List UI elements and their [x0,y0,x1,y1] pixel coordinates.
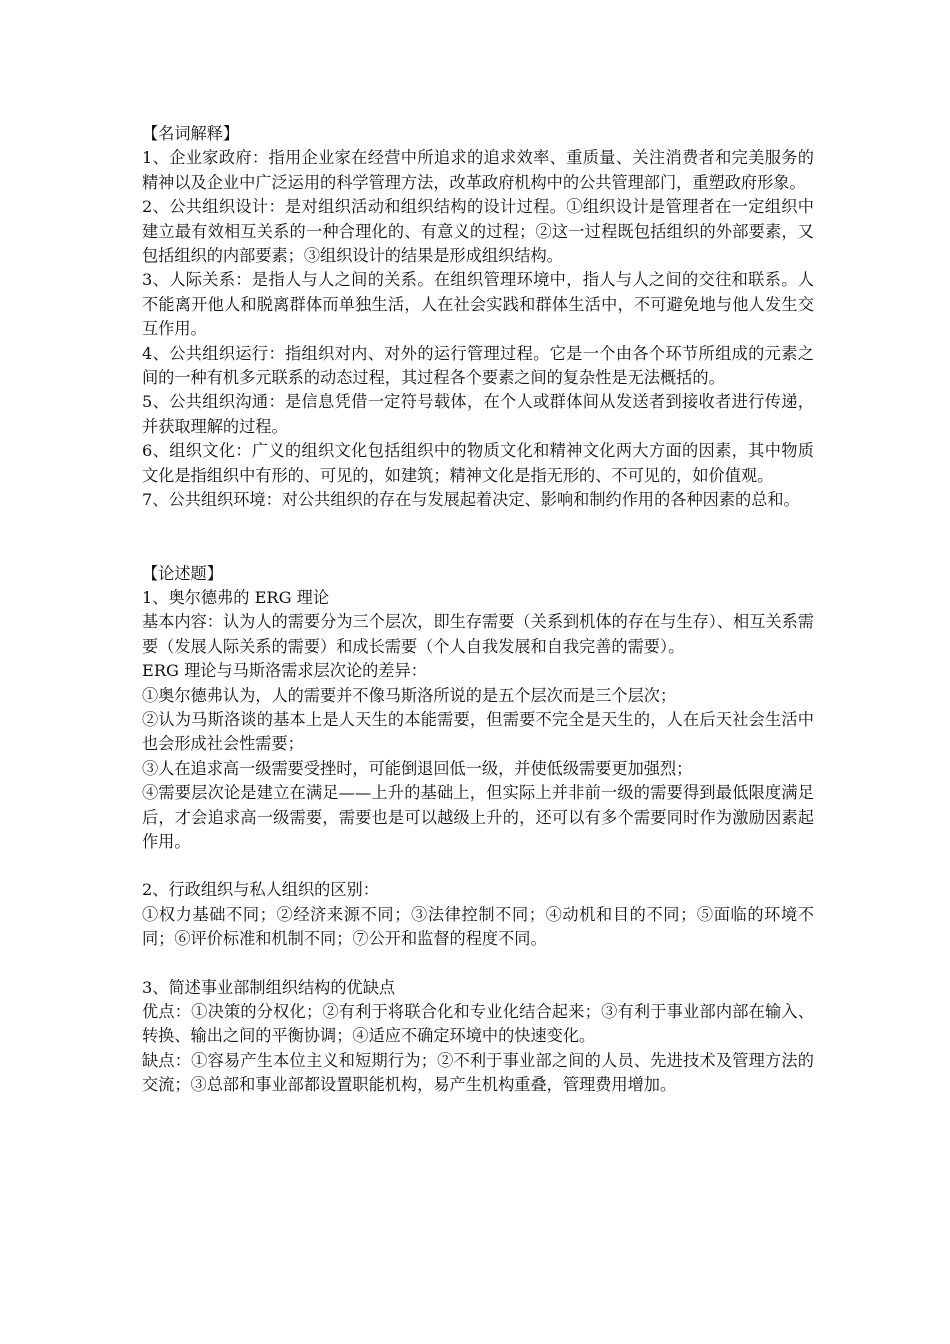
definition-item: 7、公共组织环境：对公共组织的存在与发展起着决定、影响和制约作用的各种因素的总和。 [142,490,800,510]
question-body: 基本内容：认为人的需要分为三个层次，即生存需要（关系到机体的存在与生存）、相互关系需要（发展人际关系的需要）和成长需要（个人自我发展和自我完善的需要）。 [142,612,814,656]
question-title: 2、行政组织与私人组织的区别： [142,880,379,900]
section-heading-definitions: 【名词解释】 [142,124,240,143]
definition-item: 2、公共组织设计：是对组织活动和组织结构的设计过程。①组织设计是管理者在一定组织中建立最有效相互关系的一种合理化的、有意义的过程；②这一过程既包括组织的外部要素，又包括组织的内部要素；③组织设计的结果是形成组织结构。 [142,197,814,266]
definition-item: 3、人际关系：是指人与人之间的关系。在组织管理环境中，指人与人之间的交往和联系。人不能离开他人和脱离群体而单独生活，人在社会实践和群体生活中，不可避免地与他人发生交互作用。 [142,270,814,339]
section-spacer [142,513,814,562]
difference-item: ③人在追求高一级需要受挫时，可能倒退回低一级，并使低级需要更加强烈； [142,758,693,778]
question-spacer [142,952,814,976]
difference-item: ④需要层次论是建立在满足——上升的基础上，但实际上并非前一级的需要得到最低限度满足后，才会追求高一级需要，需要也是可以越级上升的，还可以有多个需要同时作为激励因素起作用。 [142,783,814,851]
definition-item: 1、企业家政府：指用企业家在经营中所追求的追求效率、重质量、关注消费者和完美服务的精神以及企业中广泛运用的科学管理方法，改革政府机构中的公共管理部门，重塑政府形象。 [142,148,814,192]
definition-item: 4、公共组织运行：指组织对内、对外的运行管理过程。它是一个由各个环节所组成的元素之间的一种有机多元联系的动态过程，其过程各个要素之间的复杂性是无法概括的。 [142,343,814,388]
question-spacer [142,854,814,878]
difference-item: ②认为马斯洛谈的基本上是人天生的本能需要，但需要不完全是天生的，人在后天社会生活中也会形成社会性需要； [142,709,814,754]
document-page [142,122,814,1098]
question-subtitle: ERG 理论与马斯洛需求层次论的差异： [142,661,427,681]
question-title: 3、简述事业部制组织结构的优缺点 [142,977,396,997]
section-heading-essays: 【论述题】 [142,563,223,583]
difference-item: ①奥尔德弗认为，人的需要并不像马斯洛所说的是五个层次而是三个层次； [142,685,677,705]
cons-paragraph: 缺点：①容易产生本位主义和短期行为；②不利于事业部之间的人员、先进技术及管理方法的交流；③总部和事业部都设置职能机构，易产生机构重叠，管理费用增加。 [142,1050,814,1095]
question-title: 1、奥尔德弗的 ERG 理论 [142,587,330,607]
question-body: ①权力基础不同；②经济来源不同；③法律控制不同；④动机和目的不同；⑤面临的环境不同；⑥评价标准和机制不同；⑦公开和监督的程度不同。 [142,904,814,949]
definition-item: 5、公共组织沟通：是信息凭借一定符号载体，在个人或群体间从发送者到接收者进行传递，并获取理解的过程。 [142,392,814,436]
definition-item: 6、组织文化：广义的组织文化包括组织中的物质文化和精神文化两大方面的因素，其中物质文化是指组织中有形的、可见的，如建筑；精神文化是指无形的、不可见的，如价值观。 [142,441,814,485]
pros-paragraph: 优点：①决策的分权化；②有利于将联合化和专业化结合起来；③有利于事业部内部在输入、转换、输出之间的平衡协调；④适应不确定环境中的快速变化。 [142,1002,814,1046]
